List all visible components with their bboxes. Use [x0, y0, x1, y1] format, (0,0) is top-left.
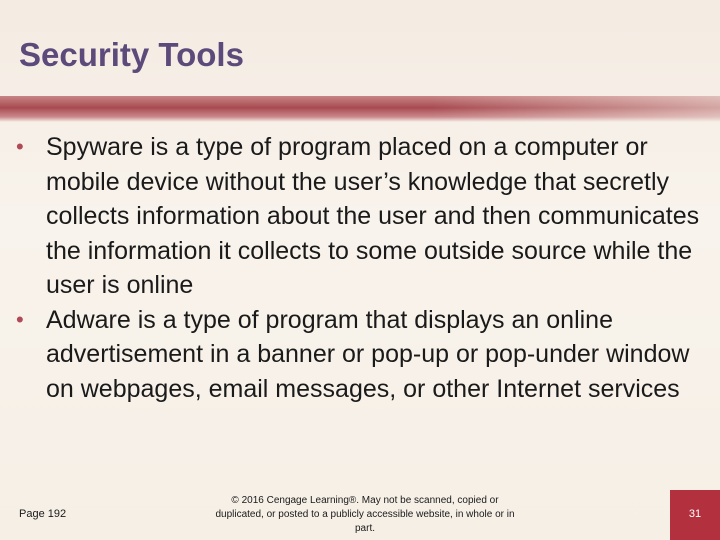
page-reference: Page 192 [19, 508, 67, 520]
slide-title: Security Tools [19, 36, 244, 73]
bullet-icon: • [16, 134, 24, 159]
bullet-text: Adware is a type of program that displays an online advertisement in a banner or pop-up or pop-under window on webpages, email messages, or other Internet services [46, 305, 690, 403]
slide-number-box [670, 490, 720, 540]
slide-number: 31 [688, 508, 702, 520]
bullet-item-spyware [16, 130, 706, 303]
copyright-notice: © 2016 Cengage Learning®. May not be scanned, copied or duplicated, or posted to a publicly accessible website, in whole or in part. [215, 495, 515, 534]
bullet-item-adware [16, 303, 706, 407]
bullet-icon: • [16, 306, 24, 332]
bullet-list [16, 130, 706, 406]
title-band-fade [0, 96, 720, 122]
bullet-text: Spyware is a type of program placed on a computer or mobile device without the user’s knowledge that secretly collects information about the user and then communicates the information it collects to some outside source while the user is online [46, 133, 700, 299]
